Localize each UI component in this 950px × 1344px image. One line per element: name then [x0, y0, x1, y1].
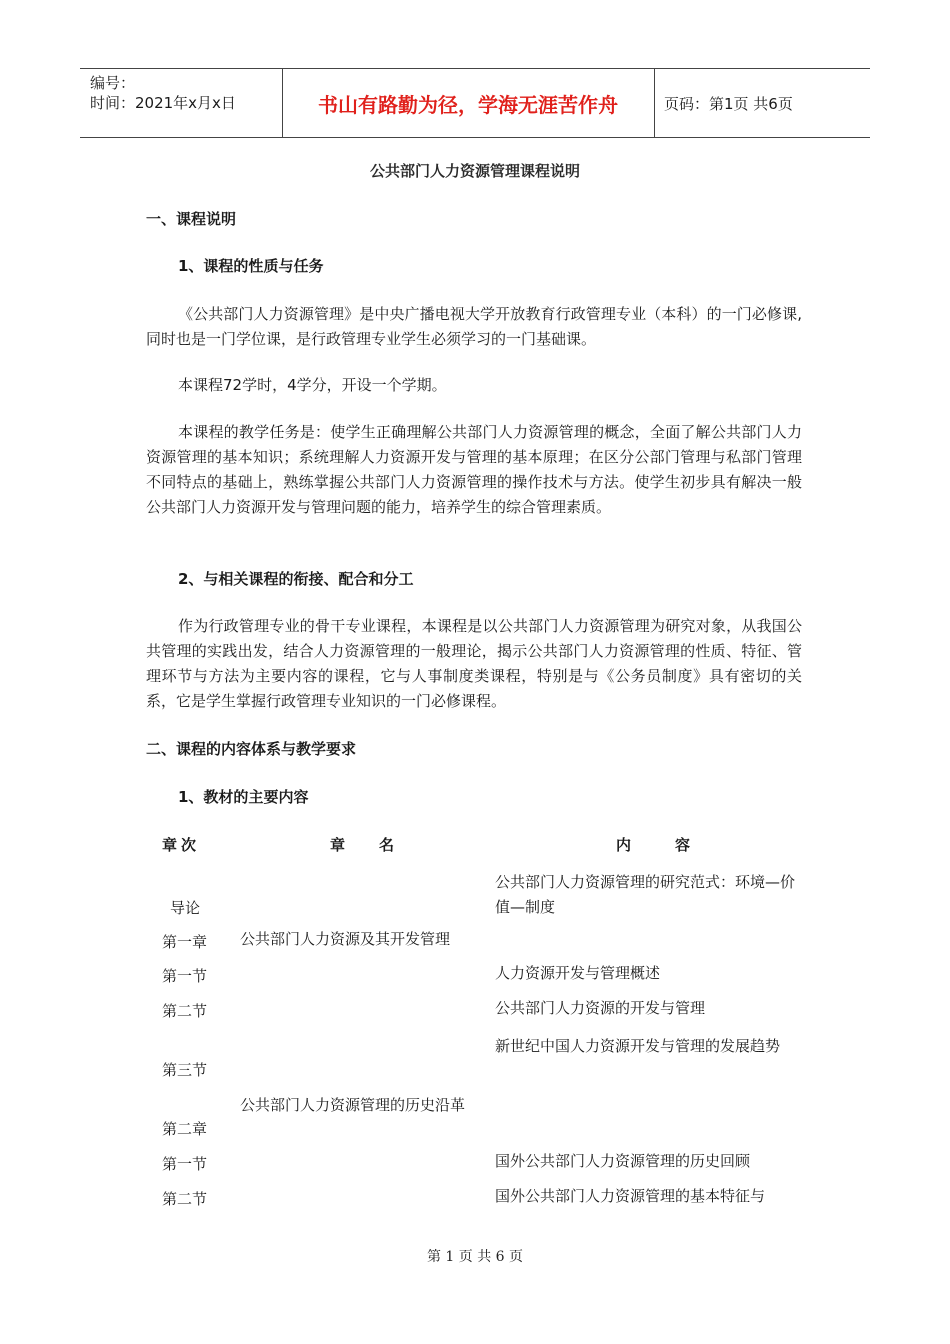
- name-cell: 公共部门人力资源管理的历史沿革: [240, 1096, 466, 1114]
- content-cell: 公共部门人力资源管理的研究范式：环境—价值—制度: [495, 873, 796, 916]
- header-divider-right: [654, 69, 655, 137]
- paragraph: 《公共部门人力资源管理》是中央广播电视大学开放教育行政管理专业（本科）的一门必修课,同时也是一门学位课，是行政管理专业学生必须学习的一门基础课。: [146, 305, 802, 348]
- table-header-content: 内容: [616, 836, 735, 854]
- chapter-cell: 第二节: [162, 1002, 208, 1020]
- header-meta: [90, 73, 236, 113]
- time-label: 时间：2021年x月x日: [90, 94, 236, 112]
- table-header-chapter: 章次: [162, 836, 201, 854]
- header-page-info: 页码：第1页 共6页: [664, 94, 793, 113]
- paragraph: 作为行政管理专业的骨干专业课程，本课程是以公共部门人力资源管理为研究对象，从我国公共管理的实践出发，结合人力资源管理的一般理论，揭示公共部门人力资源管理的性质、特征、管理环节与方法为主要内容的课程，它与人事制度类课程，特别是与《公务员制度》具有密切的关系，它是学生掌握行政管理专业知识的一门必修课程。: [146, 617, 802, 710]
- header-motto: 书山有路勤为径，学海无涯苦作舟: [318, 92, 618, 117]
- table-header-name: 章名: [330, 836, 429, 854]
- chapter-cell: 第一章: [162, 933, 208, 951]
- document-title: 公共部门人力资源管理课程说明: [369, 162, 580, 180]
- chapter-cell: 第一节: [162, 967, 208, 985]
- content-cell: 国外公共部门人力资源管理的历史回顾: [495, 1152, 751, 1170]
- content-cell: 人力资源开发与管理概述: [495, 964, 661, 982]
- section-2-heading: 二、课程的内容体系与教学要求: [146, 740, 357, 758]
- paragraph: 本课程72学时，4学分，开设一个学期。: [178, 376, 447, 394]
- content-cell: 公共部门人力资源的开发与管理: [495, 999, 706, 1017]
- section-1-1-heading: 1、课程的性质与任务: [178, 257, 324, 275]
- chapter-cell: 导论: [170, 899, 201, 917]
- number-label: 编号：: [90, 74, 136, 92]
- document-header: [80, 68, 870, 138]
- section-1-2-heading: 2、与相关课程的衔接、配合和分工: [178, 570, 414, 588]
- chapter-cell: 第三节: [162, 1061, 208, 1079]
- page-footer: 第 1 页 共 6 页: [426, 1249, 524, 1265]
- section-1-heading: 一、课程说明: [146, 210, 237, 228]
- paragraph: 本课程的教学任务是：使学生正确理解公共部门人力资源管理的概念，全面了解公共部门人力资源管理的基本知识；系统理解人力资源开发与管理的基本原理；在区分公部门管理与私部门管理不同特点的基础上，熟练掌握公共部门人力资源管理的操作技术与方法。使学生初步具有解决一般公共部门人力资源开发与管理问题的能力，培养学生的综合管理素质。: [146, 423, 802, 516]
- name-cell: 公共部门人力资源及其开发管理: [240, 930, 451, 948]
- chapter-cell: 第二章: [162, 1120, 208, 1138]
- content-cell: 新世纪中国人力资源开发与管理的发展趋势: [495, 1037, 781, 1055]
- content-cell: 国外公共部门人力资源管理的基本特征与: [495, 1187, 766, 1205]
- section-2-1-heading: 1、教材的主要内容: [178, 788, 309, 806]
- chapter-cell: 第一节: [162, 1155, 208, 1173]
- chapter-cell: 第二节: [162, 1190, 208, 1208]
